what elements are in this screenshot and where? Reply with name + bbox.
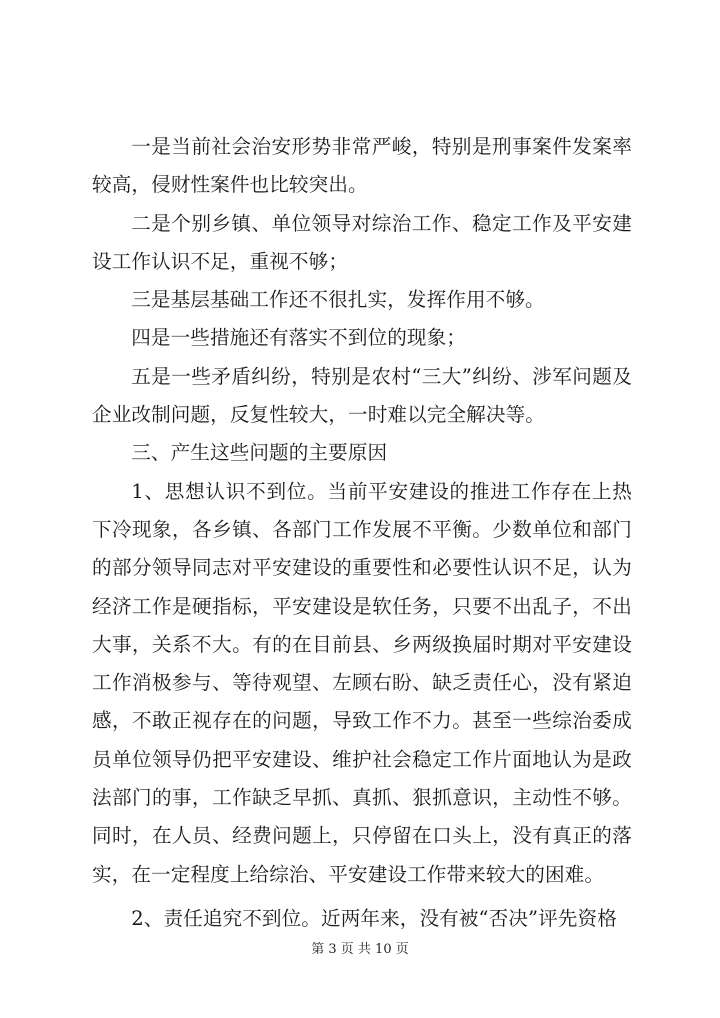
paragraph-issue-3: 三是基层基础工作还不很扎实，发挥作用不够。 xyxy=(131,288,545,312)
paragraph-issue-2: 二是个别乡镇、单位领导对综治工作、稳定工作及平安建设工作认识不足，重视不够； xyxy=(92,211,632,273)
paragraph-issue-5: 五是一些矛盾纠纷，特别是农村“三大”纠纷、涉军问题及企业改制问题，反复性较大，一时难以完全解决等。 xyxy=(92,364,632,427)
paragraph-issue-4: 四是一些措施还有落实不到位的现象； xyxy=(131,326,466,350)
page-footer: 第 3 页 共 10 页 xyxy=(311,942,409,957)
document-body xyxy=(92,128,632,938)
paragraph-cause-1: 1、思想认识不到位。当前平安建设的推进工作存在上热下冷现象，各乡镇、各部门工作发展不平衡。少数单位和部门的部分领导同志对平安建设的重要性和必要性认识不足，认为经济工作是硬指标，平安建设是软任务，只要不出乱子，不出大事，关系不大。有的在目前县、乡两级换届时期对平安建设工作消极参与、等待观望、左顾右盼、缺乏责任心，没有紧迫感，不敢正视存在的问题，导致工作不力。甚至一些综治委成员单位领导仍把平安建设、维护社会稳定工作片面地认为是政法部门的事，工作缺乏早抓、真抓、狠抓意识，主动性不够。同时，在人员、经费问题上，只停留在口头上，没有真正的落实，在一定程度上给综治、平安建设工作带来较大的困难。 xyxy=(92,479,632,886)
paragraph-cause-2: 2、责任追究不到位。近两年来，没有被“否决”评先资格 xyxy=(131,906,617,930)
paragraph-issue-1: 一是当前社会治安形势非常严峻，特别是刑事案件发案率较高，侵财性案件也比较突出。 xyxy=(92,135,632,197)
section-heading-causes: 三、产生这些问题的主要原因 xyxy=(131,441,388,465)
